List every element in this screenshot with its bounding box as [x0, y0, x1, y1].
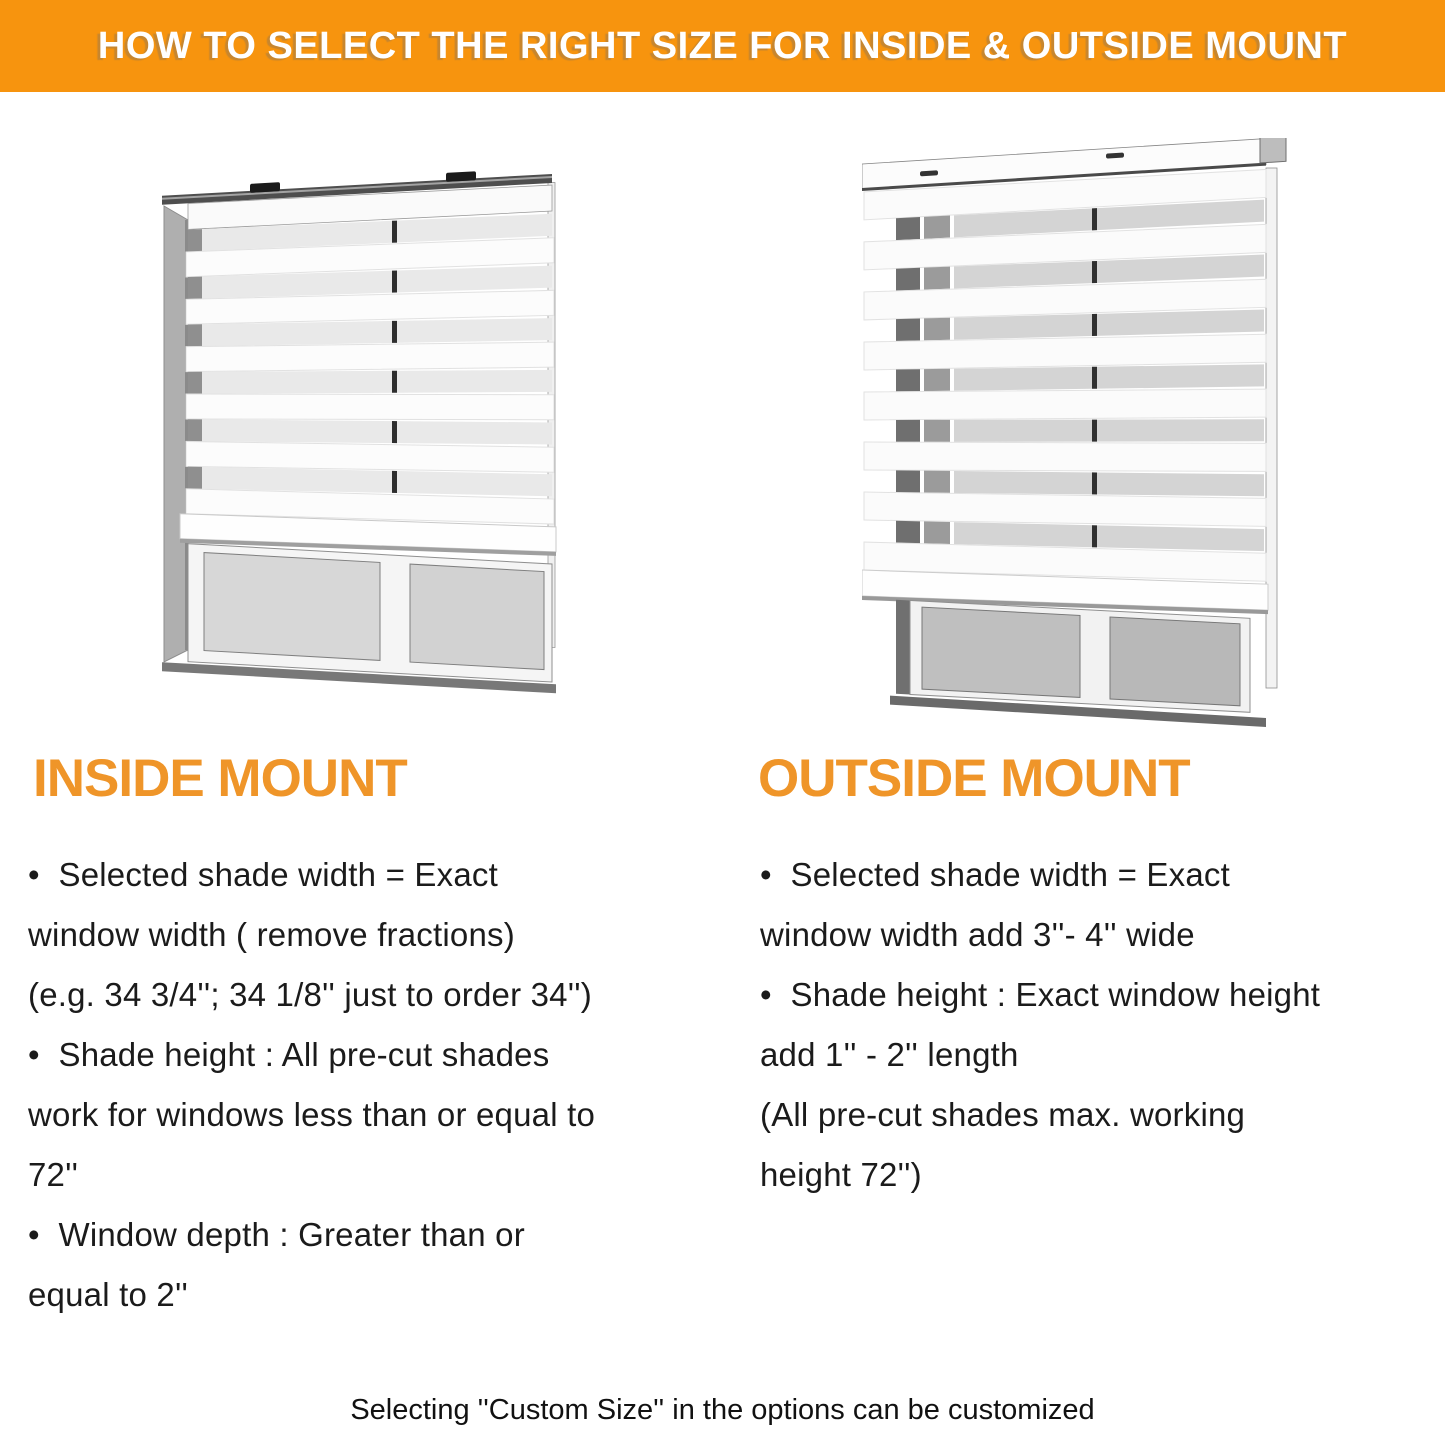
bullet-line: • Shade height : Exact window height — [760, 976, 1321, 1013]
inside-mount-instructions — [28, 845, 595, 1325]
window-panes — [188, 544, 552, 682]
window-panes — [896, 600, 1250, 713]
zebra-shade-window-inside-mount-drawing — [158, 150, 563, 695]
end-bracket — [1260, 138, 1286, 163]
bullet-line: • Window depth : Greater than or — [28, 1216, 525, 1253]
text-line: equal to 2'' — [28, 1276, 188, 1313]
text-line: add 1'' - 2'' length — [760, 1036, 1019, 1073]
zebra-stripes — [864, 169, 1266, 581]
mounting-bracket — [250, 182, 280, 193]
zebra-stripes — [186, 214, 554, 524]
mounting-bracket — [446, 171, 476, 182]
inside-mount-illustration — [158, 150, 563, 695]
outside-mount-heading: OUTSIDE MOUNT — [758, 749, 1190, 808]
text-line: 72'' — [28, 1156, 79, 1193]
text-line: window width ( remove fractions) — [28, 916, 515, 953]
window-jamb — [164, 206, 188, 662]
text-line: (All pre-cut shades max. working — [760, 1096, 1246, 1133]
text-line: (e.g. 34 3/4''; 34 1/8'' just to order 34'') — [28, 976, 592, 1013]
text-line: window width add 3''- 4'' wide — [760, 916, 1195, 953]
outside-mount-illustration — [862, 138, 1294, 733]
bullet-line: • Selected shade width = Exact — [760, 856, 1230, 893]
bullet-line: • Selected shade width = Exact — [28, 856, 498, 893]
custom-size-note: Selecting ''Custom Size'' in the options can be customized — [350, 1394, 1095, 1426]
header-banner — [0, 0, 1445, 92]
zebra-shade-window-outside-mount-drawing — [862, 138, 1294, 733]
page-title: HOW TO SELECT THE RIGHT SIZE FOR INSIDE & OUTSIDE MOUNT — [97, 24, 1348, 67]
inside-mount-heading: INSIDE MOUNT — [33, 749, 407, 808]
text-line: work for windows less than or equal to — [28, 1096, 596, 1133]
outside-mount-instructions — [760, 845, 1320, 1205]
text-line: height 72'') — [760, 1156, 922, 1193]
bullet-line: • Shade height : All pre-cut shades — [28, 1036, 550, 1073]
